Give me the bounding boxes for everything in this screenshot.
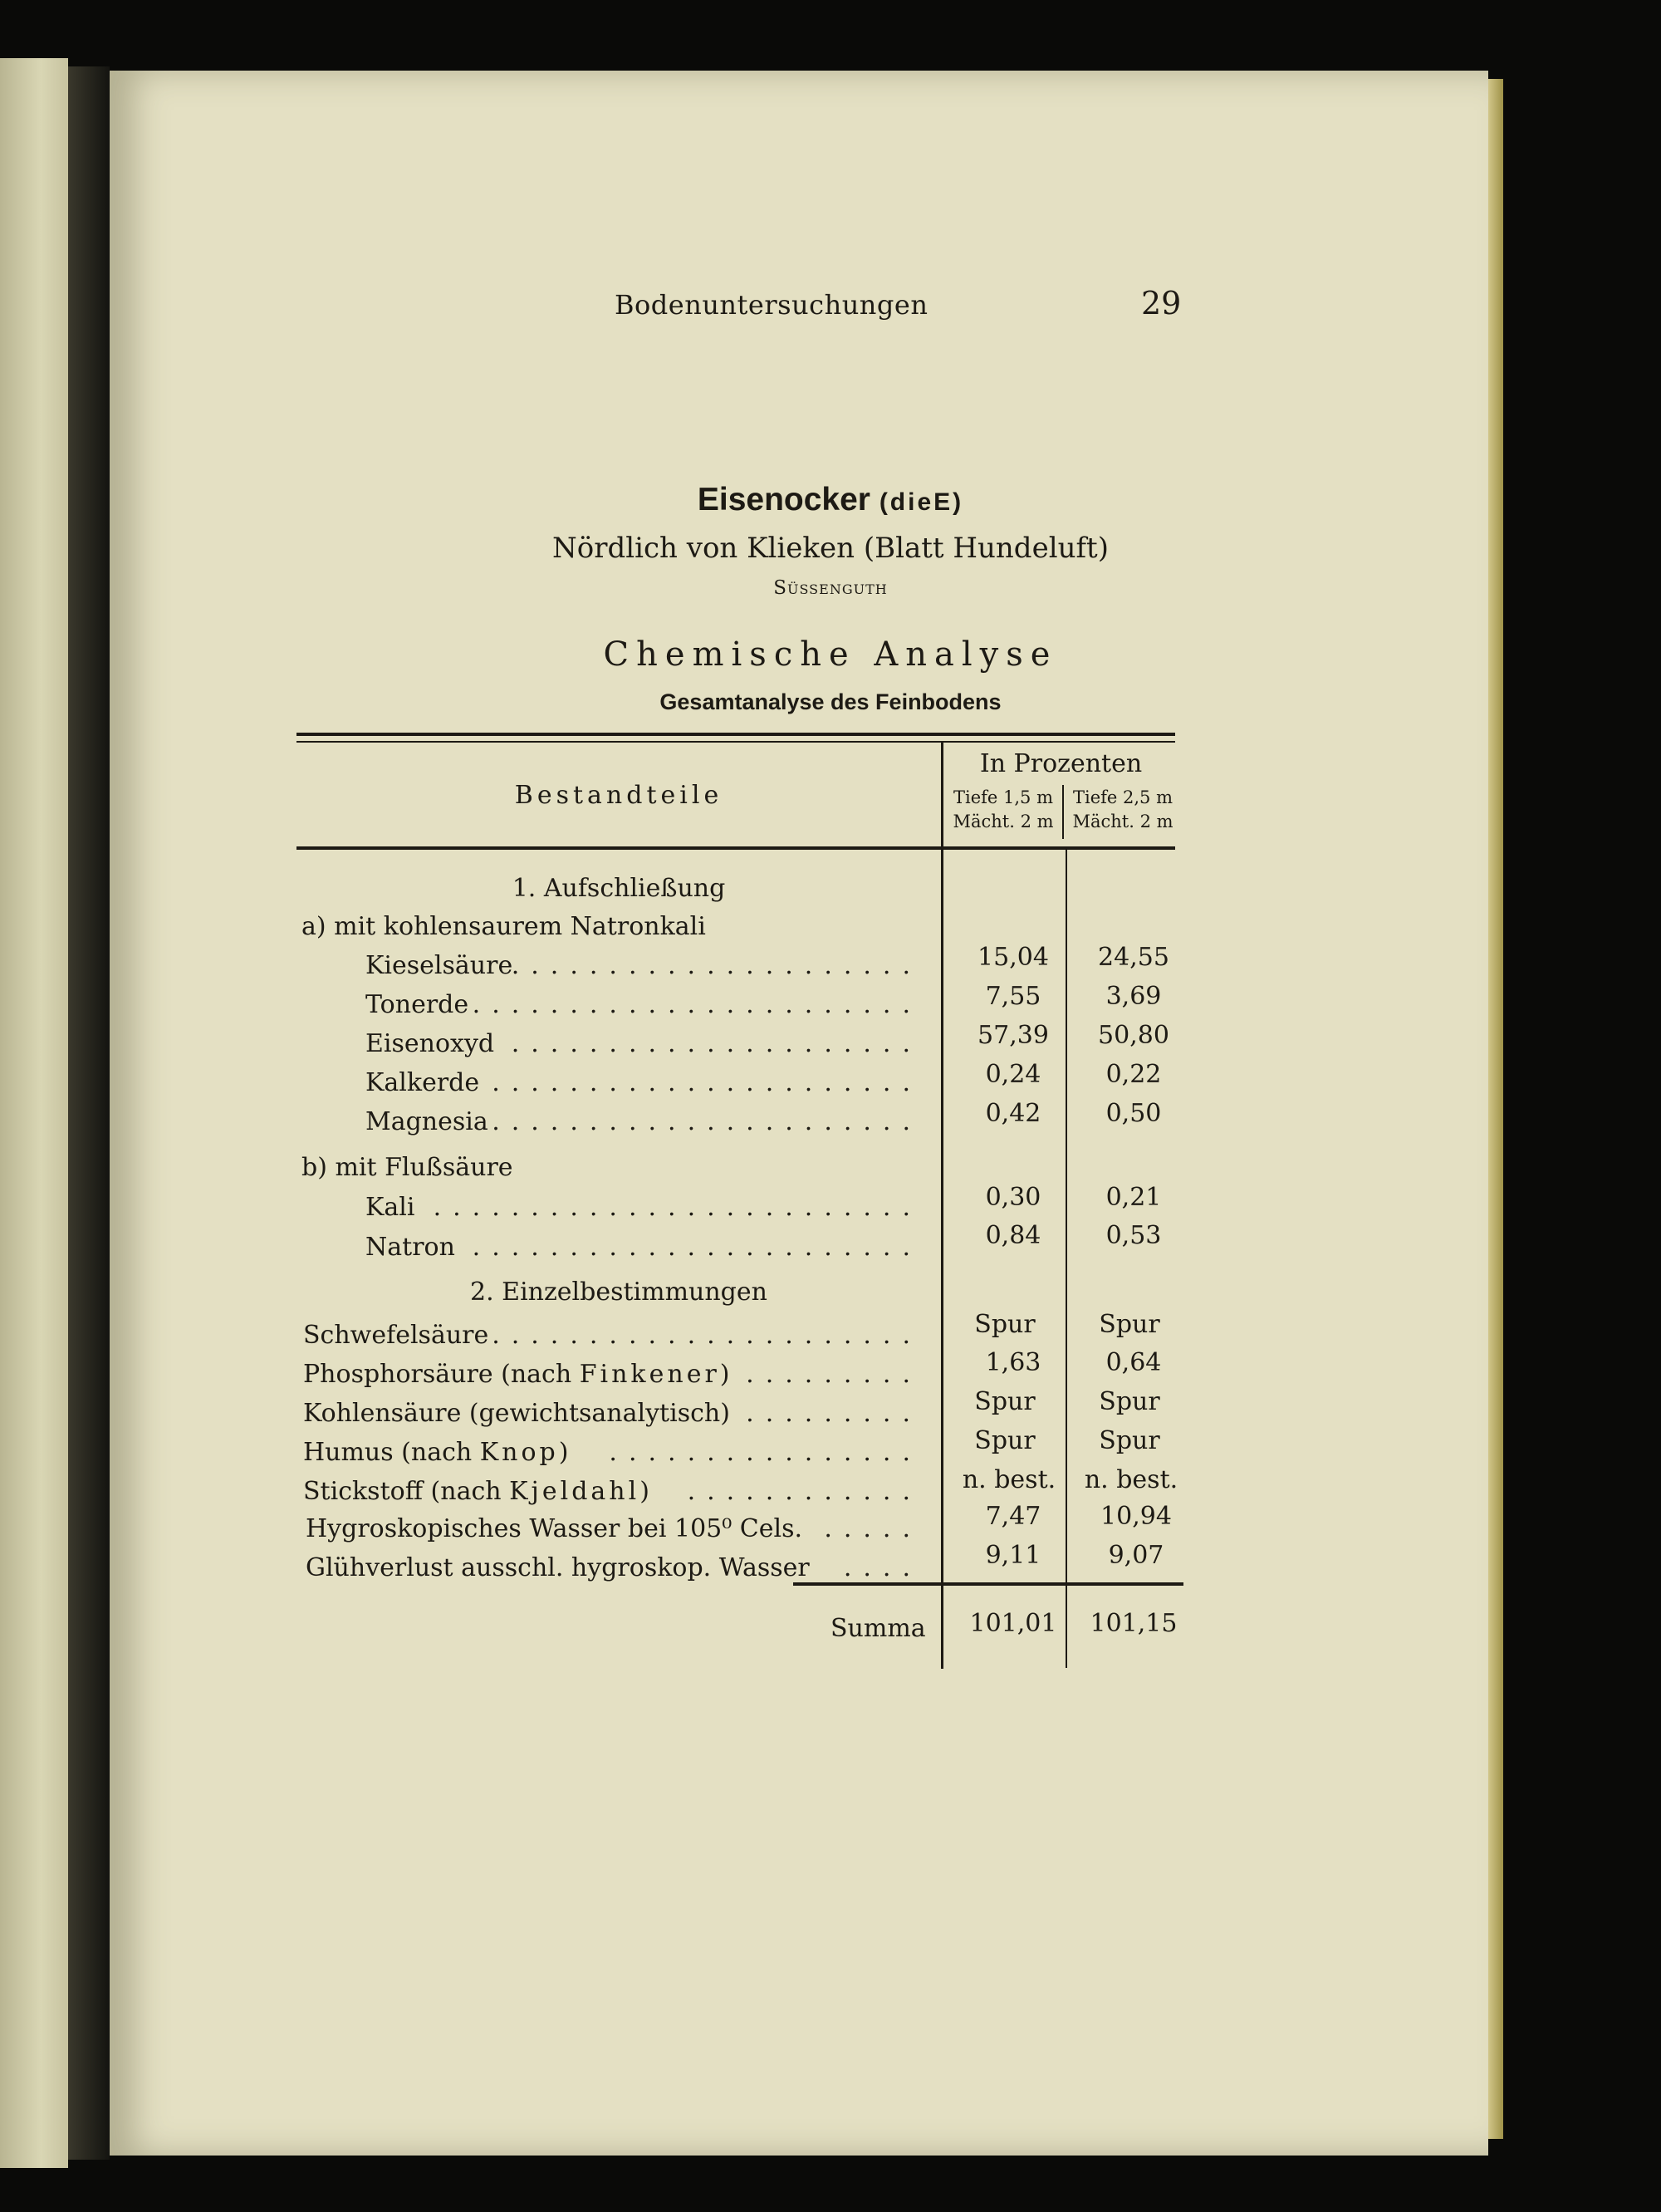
value-col1: 9,11 bbox=[985, 1541, 1041, 1570]
value-col2: 0,50 bbox=[1105, 1099, 1162, 1128]
value-col1: 0,42 bbox=[985, 1099, 1041, 1128]
row-label bbox=[303, 1360, 730, 1389]
row-label-name: Kjeldahl bbox=[509, 1477, 640, 1506]
book-gutter bbox=[68, 66, 110, 2160]
leader-dots: ..................... bbox=[511, 1029, 922, 1058]
value-col1: 0,24 bbox=[985, 1060, 1041, 1089]
value-col1: 1,63 bbox=[985, 1348, 1041, 1377]
leader-dots: ....................... bbox=[472, 990, 922, 1019]
summa-col1: 101,01 bbox=[969, 1609, 1057, 1638]
table-top-rule-thin bbox=[296, 741, 1175, 743]
row-label-text: ) bbox=[719, 1360, 730, 1389]
value-col2: 9,07 bbox=[1108, 1541, 1164, 1570]
summa-col2: 101,15 bbox=[1090, 1609, 1178, 1638]
row-label: Kieselsäure bbox=[365, 951, 513, 980]
row-label: Tonerde bbox=[365, 990, 469, 1019]
row-label: Kohlensäure (gewichtsanalytisch) bbox=[303, 1399, 730, 1428]
row-label: Glühverlust ausschl. hygroskop. Wasser bbox=[306, 1553, 810, 1582]
table-header-rule bbox=[296, 846, 1175, 850]
value-col2: Spur bbox=[1099, 1426, 1160, 1455]
column-header-bestandteile: Bestandteile bbox=[514, 781, 723, 810]
summa-rule bbox=[793, 1582, 1183, 1586]
leader-dots: ................ bbox=[609, 1438, 922, 1467]
title-symbol: (dieE) bbox=[879, 488, 964, 516]
row-label: Kali bbox=[365, 1193, 415, 1222]
group-title: 1. Aufschließung bbox=[512, 874, 726, 903]
leader-dots: ..... bbox=[824, 1514, 922, 1543]
group-subtitle: b) mit Flußsäure bbox=[301, 1153, 513, 1182]
row-label-text: Phosphorsäure (nach bbox=[303, 1360, 580, 1389]
subsection-heading: Gesamtanalyse des Feinbodens bbox=[659, 689, 1002, 714]
value-col1: Spur bbox=[974, 1426, 1036, 1455]
table-top-rule-thick bbox=[296, 733, 1175, 736]
row-label: Hygroskopisches Wasser bei 105⁰ Cels. bbox=[306, 1514, 803, 1543]
value-col2: 0,53 bbox=[1105, 1221, 1162, 1250]
value-col2: Spur bbox=[1099, 1310, 1160, 1339]
leader-dots: ...................... bbox=[492, 1321, 922, 1350]
value-col2: 0,21 bbox=[1105, 1183, 1162, 1212]
leader-dots: ..................... bbox=[511, 951, 922, 980]
value-col1: 15,04 bbox=[977, 943, 1049, 972]
author: Süssenguth bbox=[773, 577, 888, 599]
leader-dots: ......... bbox=[746, 1360, 922, 1389]
group-title: 2. Einzelbestimmungen bbox=[470, 1278, 767, 1307]
row-label: Kalkerde bbox=[365, 1068, 480, 1097]
value-col2: 50,80 bbox=[1098, 1021, 1169, 1050]
value-col2: n. best. bbox=[1084, 1465, 1178, 1494]
value-col2: 3,69 bbox=[1105, 982, 1162, 1011]
row-label-text: Humus (nach bbox=[303, 1438, 480, 1467]
location-line: Nördlich von Klieken (Blatt Hundeluft) bbox=[552, 532, 1109, 565]
value-col2: 0,64 bbox=[1105, 1348, 1162, 1377]
leader-dots: ......................... bbox=[433, 1193, 922, 1222]
column-header-1 bbox=[945, 786, 1061, 834]
row-label: Eisenoxyd bbox=[365, 1029, 495, 1058]
value-col2: 10,94 bbox=[1100, 1502, 1172, 1531]
leader-dots: ...................... bbox=[492, 1068, 922, 1097]
value-col2: Spur bbox=[1099, 1387, 1160, 1416]
page-edge-stack bbox=[1488, 79, 1503, 2139]
column-header-2-thickness: Mächt. 2 m bbox=[1072, 812, 1173, 831]
row-label-text: ) bbox=[639, 1477, 649, 1506]
column-header-2-depth: Tiefe 2,5 m bbox=[1072, 787, 1173, 807]
column-divider-values-top bbox=[1062, 785, 1064, 839]
section-heading: Chemische Analyse bbox=[603, 635, 1058, 674]
row-label: Magnesia bbox=[365, 1107, 488, 1136]
row-label: Schwefelsäure bbox=[303, 1321, 489, 1350]
title-main: Eisenocker bbox=[697, 482, 870, 517]
value-col1: Spur bbox=[974, 1387, 1036, 1416]
column-header-1-thickness: Mächt. 2 m bbox=[953, 812, 1054, 831]
value-col2: 0,22 bbox=[1105, 1060, 1162, 1089]
row-label-text: Stickstoff (nach bbox=[303, 1477, 510, 1506]
value-col1: 7,55 bbox=[985, 982, 1041, 1011]
row-label-name: Knop bbox=[479, 1438, 559, 1467]
value-col1: 0,30 bbox=[985, 1183, 1041, 1212]
row-label bbox=[303, 1438, 568, 1467]
row-label bbox=[303, 1477, 649, 1506]
running-head: Bodenuntersuchungen bbox=[615, 289, 928, 321]
row-label-text: ) bbox=[558, 1438, 569, 1467]
value-col1: n. best. bbox=[962, 1465, 1056, 1494]
leader-dots: ............ bbox=[687, 1477, 922, 1506]
row-label-name: Finkener bbox=[579, 1360, 720, 1389]
column-group-header: In Prozenten bbox=[979, 749, 1143, 778]
leader-dots: ...................... bbox=[492, 1107, 922, 1136]
column-header-1-depth: Tiefe 1,5 m bbox=[953, 787, 1053, 807]
value-col1: 0,84 bbox=[985, 1221, 1041, 1250]
column-header-2 bbox=[1065, 786, 1181, 834]
leader-dots: ....................... bbox=[472, 1233, 922, 1262]
page-title bbox=[0, 482, 1661, 518]
leader-dots: .... bbox=[843, 1553, 922, 1582]
group-subtitle: a) mit kohlensaurem Natronkali bbox=[301, 912, 706, 941]
summa-label: Summa bbox=[830, 1614, 926, 1643]
leader-dots: ......... bbox=[746, 1399, 922, 1428]
value-col2: 24,55 bbox=[1098, 943, 1169, 972]
facing-page-edge bbox=[0, 58, 68, 2168]
value-col1: Spur bbox=[974, 1310, 1036, 1339]
row-label: Natron bbox=[365, 1233, 455, 1262]
page-number: 29 bbox=[1141, 285, 1182, 321]
value-col1: 57,39 bbox=[977, 1021, 1049, 1050]
value-col1: 7,47 bbox=[985, 1502, 1041, 1531]
